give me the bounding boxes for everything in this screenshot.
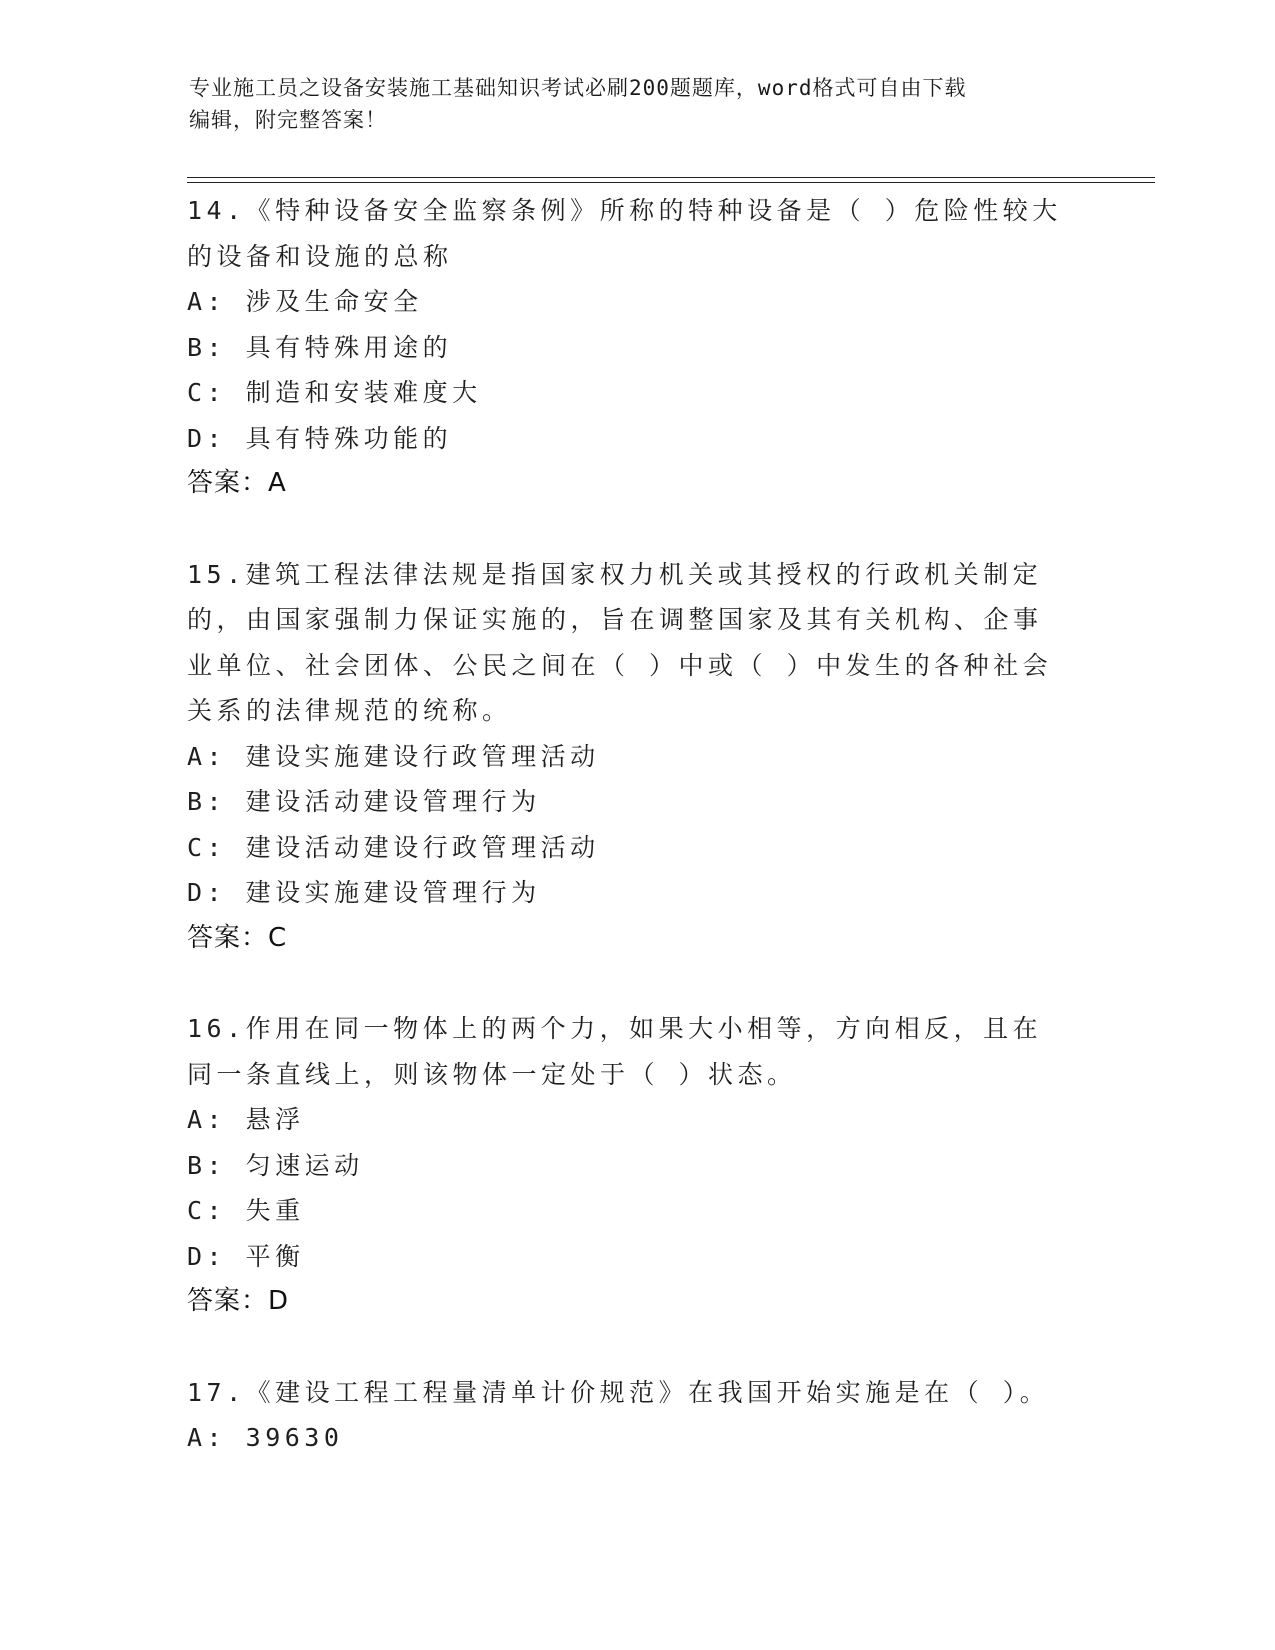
option-a: A: 涉及生命安全: [187, 287, 423, 316]
option-c: C: 失重: [187, 1196, 305, 1225]
question-list: [187, 188, 1087, 1506]
document-header: [189, 72, 1069, 136]
answer: 答案：A: [187, 468, 287, 498]
header-title-line2: 编辑，附完整答案！: [189, 108, 387, 132]
answer: 答案：D: [187, 1286, 290, 1316]
option-b: B: 建设活动建设管理行为: [187, 787, 541, 816]
option-b: B: 具有特殊用途的: [187, 332, 453, 362]
answer: 答案：C: [187, 922, 288, 953]
option-d: D: 建设实施建设管理行为: [187, 878, 541, 907]
question-text: 17.《建设工程工程量清单计价规范》在我国开始实施是在（ ）。: [187, 1377, 1050, 1407]
header-title-line1: 专业施工员之设备安装施工基础知识考试必刷200题题库，word格式可自由下载: [189, 76, 967, 100]
question-text: 14.《特种设备安全监察条例》所称的特种设备是（ ）危险性较大的设备和设施的总称: [187, 196, 1062, 271]
option-d: D: 平衡: [187, 1241, 305, 1271]
option-c: C: 制造和安装难度大: [187, 378, 482, 407]
question-text: 16.作用在同一物体上的两个力，如果大小相等，方向相反，且在同一条直线上，则该物体一定处于（ ）状态。: [187, 1014, 1043, 1089]
option-a: A: 39630: [187, 1423, 344, 1452]
option-a: A: 建设实施建设行政管理活动: [187, 741, 600, 771]
question-14: [187, 188, 1087, 507]
option-b: B: 匀速运动: [187, 1150, 364, 1180]
option-a: A: 悬浮: [187, 1105, 305, 1134]
question-text: 15.建筑工程法律法规是指国家权力机关或其授权的行政机关制定的，由国家强制力保证实施的，旨在调整国家及其有关机构、企事业单位、社会团体、公民之间在（ ）中或（ ）中发生的各种社会关系的法律规范的统称。: [187, 559, 1053, 725]
header-divider-bottom: [187, 182, 1155, 183]
option-c: C: 建设活动建设行政管理活动: [187, 832, 600, 862]
question-16: [187, 1006, 1087, 1325]
question-17: [187, 1370, 1087, 1461]
header-divider-top: [187, 177, 1155, 178]
question-15: [187, 552, 1087, 962]
option-d: D: 具有特殊功能的: [187, 423, 453, 453]
